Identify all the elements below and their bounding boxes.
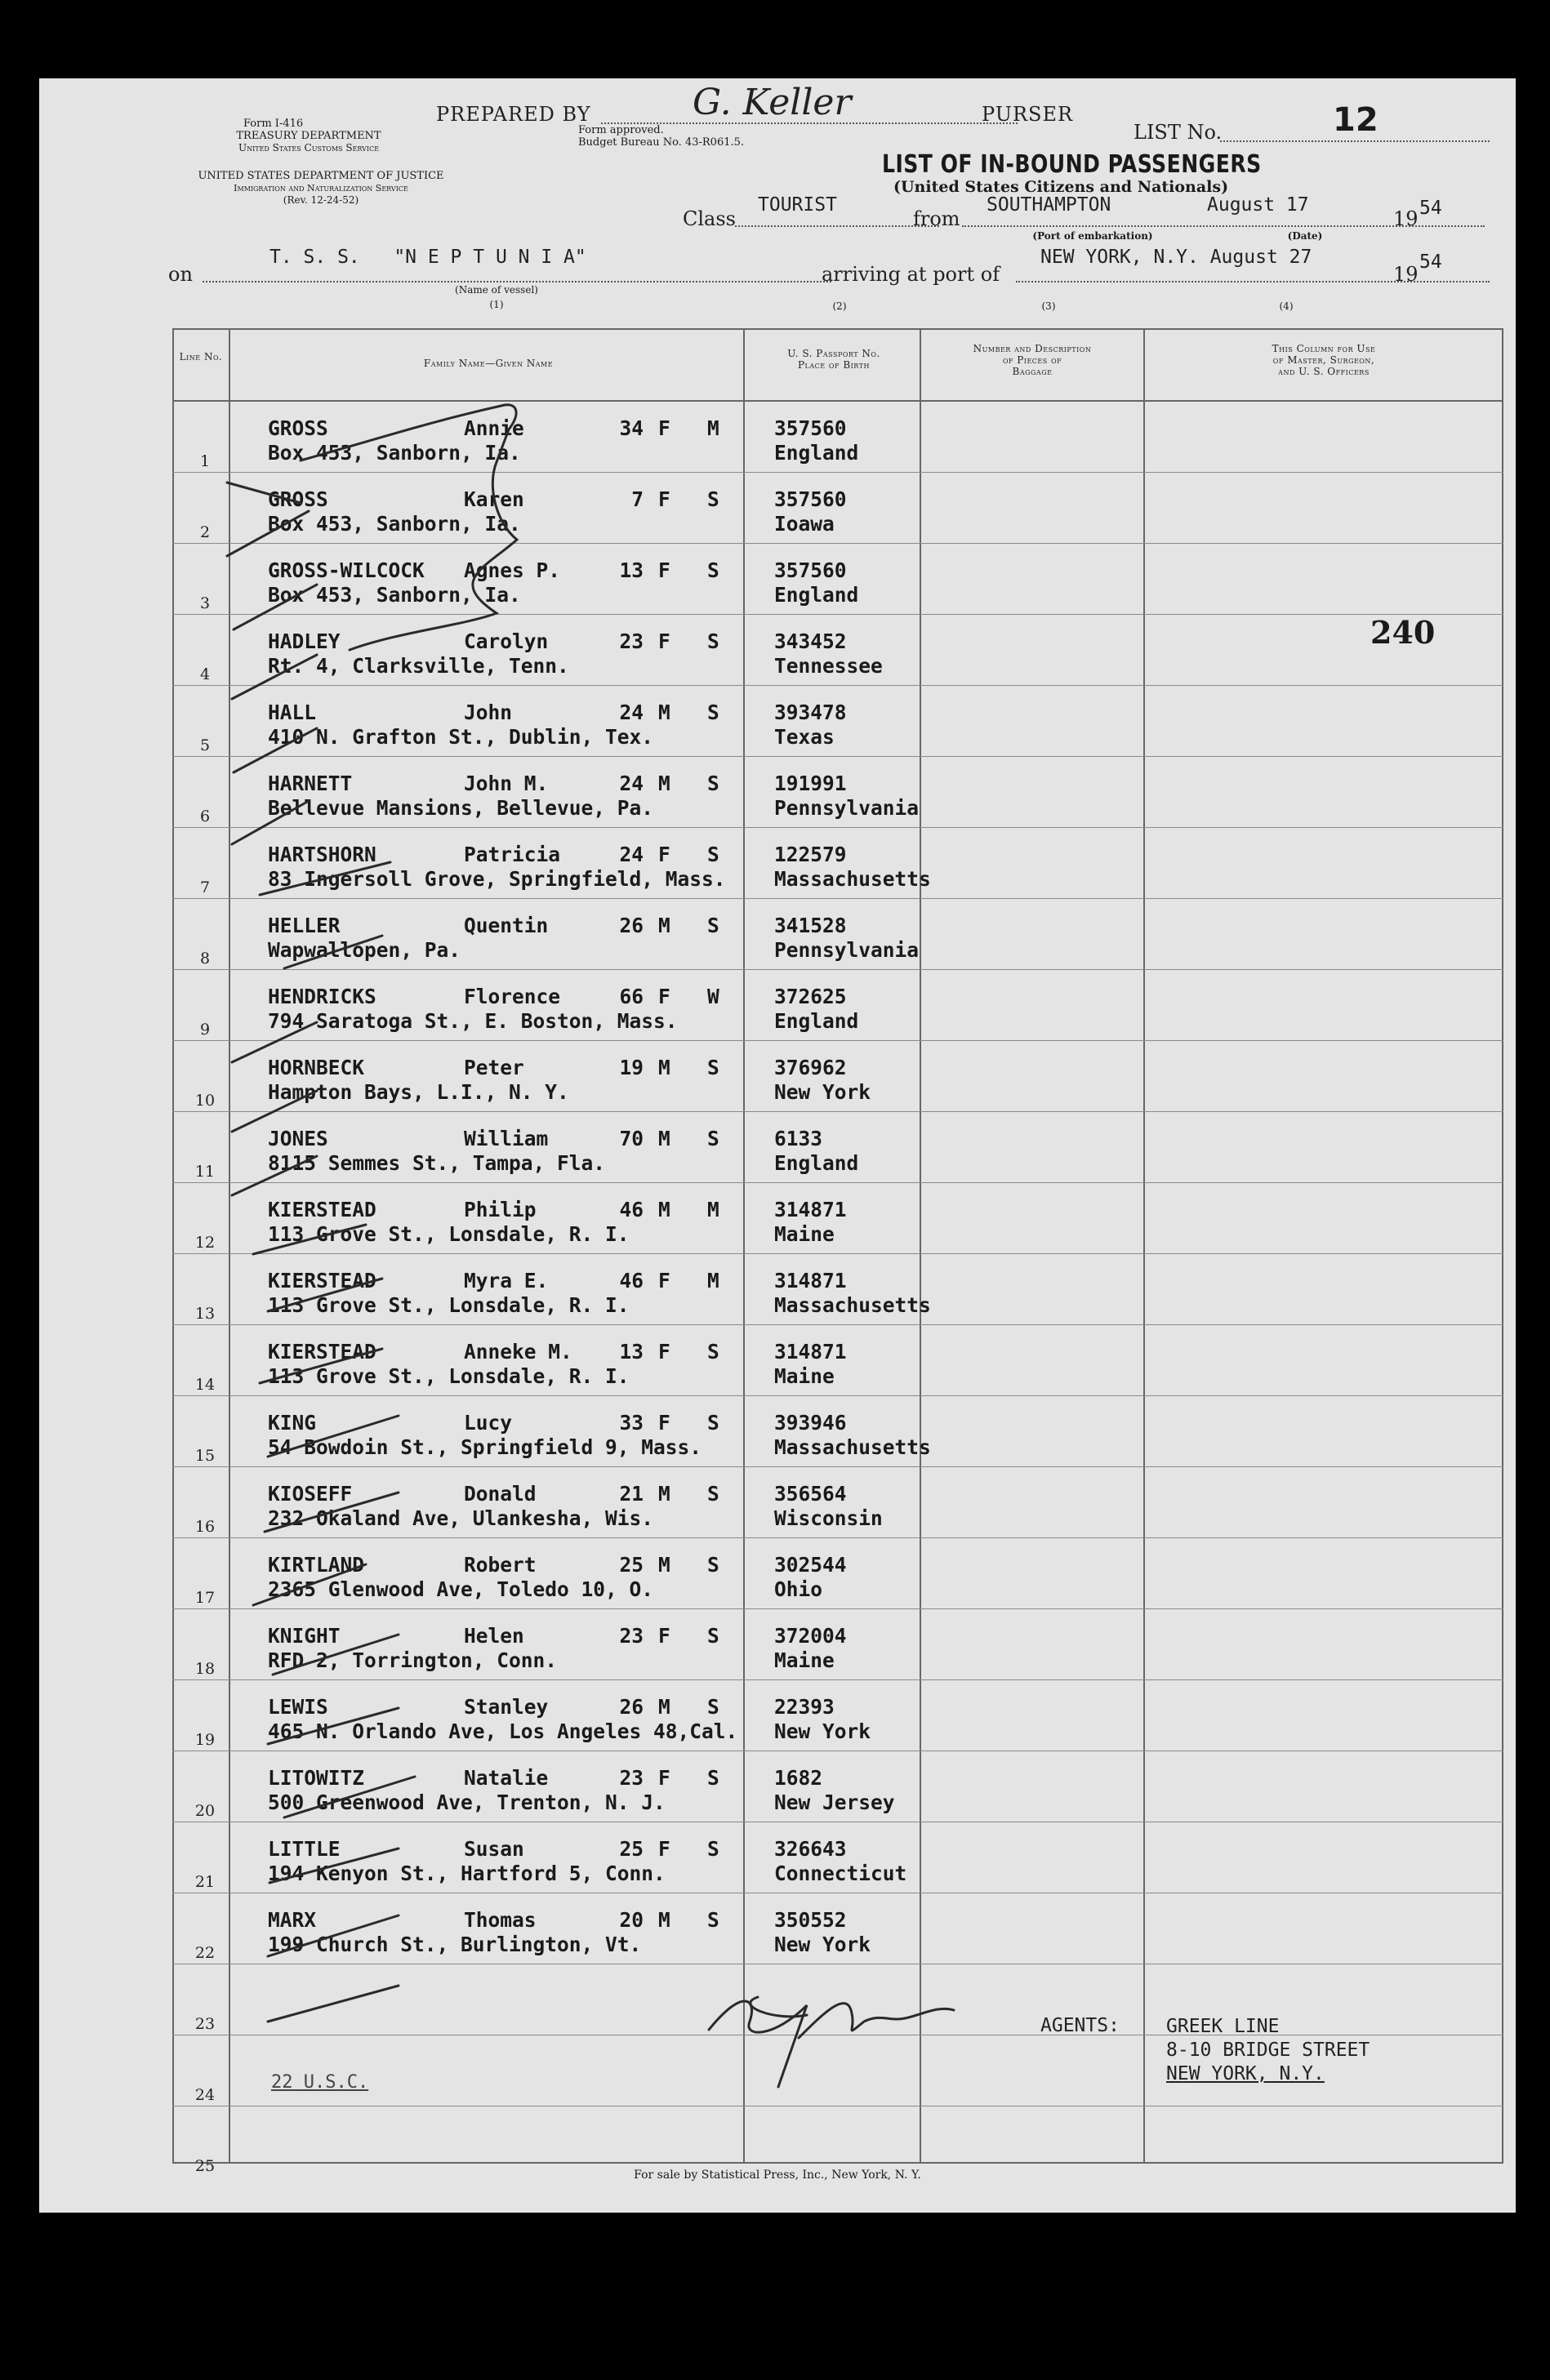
sex: M (658, 1695, 670, 1719)
passport-number: 343452 (774, 629, 847, 653)
place-of-birth: Ohio (774, 1577, 823, 1601)
budget-bureau: Budget Bureau No. 43-R061.5. (578, 136, 745, 149)
place-of-birth: England (774, 441, 859, 465)
given-name: Agnes P. (464, 558, 561, 582)
place-of-birth: Wisconsin (774, 1506, 883, 1530)
marital-status: S (707, 843, 719, 866)
address: 2365 Glenwood Ave, Toledo 10, O. (268, 1577, 654, 1601)
vessel-name: T. S. S. "N E P T U N I A" (269, 247, 586, 268)
on-label: on (168, 263, 193, 286)
family-name: HADLEY (268, 629, 341, 653)
address: 500 Greenwood Ave, Trenton, N. J. (268, 1791, 666, 1814)
sex: F (658, 1766, 670, 1790)
age: 26 (619, 914, 644, 937)
family-name: HALL (268, 701, 317, 724)
family-name: KIRTLAND (268, 1553, 365, 1577)
marital-status: S (707, 1127, 719, 1150)
embark-year-suffix: 54 (1419, 198, 1442, 219)
age: 13 (619, 1340, 644, 1363)
col-header-baggage-l1: Number and Description (973, 343, 1092, 354)
address: 794 Saratoga St., E. Boston, Mass. (268, 1009, 678, 1033)
age: 26 (619, 1695, 644, 1719)
sex: M (658, 914, 670, 937)
marital-status: M (707, 416, 719, 440)
marital-status: S (707, 914, 719, 937)
sex: M (658, 772, 670, 795)
check-mark (232, 801, 309, 844)
marital-status: S (707, 772, 719, 795)
place-of-birth: New York (774, 1080, 871, 1104)
line-number: 24 (194, 2086, 216, 2104)
col-header-baggage-l2: of Pieces of (1002, 354, 1062, 366)
age: 25 (619, 1837, 644, 1861)
from-label: from (913, 207, 960, 230)
place-of-birth: New Jersey (774, 1791, 895, 1814)
handwritten-marks (39, 78, 1516, 2213)
prepared-by-signature: G. Keller (693, 82, 852, 123)
address: 465 N. Orlando Ave, Los Angeles 48,Cal. (268, 1719, 738, 1743)
address: 232 Okaland Ave, Ulankesha, Wis. (268, 1506, 654, 1530)
justice-department: UNITED STATES DEPARTMENT OF JUSTICE (198, 170, 444, 182)
address: 410 N. Grafton St., Dublin, Tex. (268, 725, 654, 749)
address: 113 Grove St., Lonsdale, R. I. (268, 1222, 630, 1246)
given-name: John (464, 701, 513, 724)
sex: F (658, 1411, 670, 1435)
line-number: 6 (199, 807, 211, 825)
age: 46 (619, 1269, 644, 1292)
address: 54 Bowdoin St., Springfield 9, Mass. (268, 1435, 702, 1459)
address: Rt. 4, Clarksville, Tenn. (268, 654, 569, 678)
prepared-by-label: PREPARED BY (436, 103, 591, 126)
place-of-birth: Texas (774, 725, 835, 749)
age: 70 (619, 1127, 644, 1150)
check-mark (284, 1777, 415, 1817)
given-name: Florence (464, 985, 561, 1008)
passport-number: 22393 (774, 1695, 835, 1719)
given-name: Helen (464, 1624, 524, 1648)
class-label: Class (683, 207, 736, 230)
age: 66 (619, 985, 644, 1008)
place-of-birth: Pennsylvania (774, 796, 920, 820)
arriving-label: arriving at port of (822, 263, 1000, 286)
passport-number: 357560 (774, 487, 847, 511)
address: RFD 2, Torrington, Conn. (268, 1648, 558, 1672)
age: 20 (619, 1908, 644, 1932)
place-of-birth: Maine (774, 1364, 835, 1388)
given-name: John M. (464, 772, 549, 795)
sex: M (658, 1482, 670, 1506)
check-mark (227, 511, 309, 556)
sex: M (658, 1056, 670, 1079)
given-name: Peter (464, 1056, 524, 1079)
sex: F (658, 1624, 670, 1648)
address: 113 Grove St., Lonsdale, R. I. (268, 1364, 630, 1388)
passport-number: 372625 (774, 985, 847, 1008)
check-mark (268, 1708, 399, 1744)
check-mark (232, 1091, 317, 1132)
family-name: HARNETT (268, 772, 353, 795)
sex: F (658, 1340, 670, 1363)
treasury-department: TREASURY DEPARTMENT (236, 130, 381, 142)
printer-footer: For sale by Statistical Press, Inc., New York, N. Y. (634, 2169, 921, 2182)
family-name: LITOWITZ (268, 1766, 365, 1790)
check-mark (268, 1986, 399, 2022)
place-of-birth: Tennessee (774, 654, 883, 678)
marital-status: M (707, 1198, 719, 1221)
passport-number: 6133 (774, 1127, 823, 1150)
marital-status: S (707, 1766, 719, 1790)
place-of-birth: England (774, 583, 859, 607)
sex: F (658, 843, 670, 866)
passport-number: 326643 (774, 1837, 847, 1861)
given-name: Anneke M. (464, 1340, 572, 1363)
embark-year-prefix: 19 (1393, 207, 1419, 230)
line-number: 5 (199, 736, 211, 754)
address: Wapwallopen, Pa. (268, 938, 461, 962)
place-of-birth: Maine (774, 1222, 835, 1246)
family-name: JONES (268, 1127, 328, 1150)
marital-status: M (707, 1269, 719, 1292)
family-name: KIERSTEAD (268, 1198, 376, 1221)
check-mark (260, 1349, 382, 1383)
marital-status: S (707, 1340, 719, 1363)
family-name: LEWIS (268, 1695, 328, 1719)
sex: F (658, 629, 670, 653)
col-header-officers-l2: of Master, Surgeon, (1272, 354, 1375, 366)
marital-status: S (707, 1837, 719, 1861)
col-num-2: (2) (832, 300, 847, 312)
marital-status: S (707, 1411, 719, 1435)
sex: M (658, 1908, 670, 1932)
given-name: Philip (464, 1198, 537, 1221)
place-of-birth: Connecticut (774, 1862, 907, 1885)
col-header-officers-l3: and U. S. Officers (1278, 366, 1370, 377)
col-header-passport-l2: Place of Birth (797, 359, 871, 371)
address: 113 Grove St., Lonsdale, R. I. (268, 1293, 630, 1317)
passport-number: 356564 (774, 1482, 847, 1506)
revision-date: (Rev. 12-24-52) (283, 194, 359, 206)
arrival-year-prefix: 19 (1393, 263, 1419, 286)
check-mark (232, 655, 317, 699)
passport-number: 314871 (774, 1198, 847, 1221)
given-name: Susan (464, 1837, 524, 1861)
place-of-birth: England (774, 1009, 859, 1033)
check-mark (268, 1416, 399, 1457)
given-name: Carolyn (464, 629, 549, 653)
place-of-birth: New York (774, 1719, 871, 1743)
col-num-3: (3) (1041, 300, 1056, 312)
marital-status: S (707, 1553, 719, 1577)
passport-number: 122579 (774, 843, 847, 866)
col-header-line-no: Line No. (179, 351, 223, 363)
sex: F (658, 416, 670, 440)
address: 194 Kenyon St., Hartford 5, Conn. (268, 1862, 666, 1885)
check-mark (232, 1156, 317, 1195)
passport-number: 372004 (774, 1624, 847, 1648)
place-of-birth: New York (774, 1933, 871, 1956)
place-of-birth: Pennsylvania (774, 938, 920, 962)
arrival-port: NEW YORK, N.Y. August 27 (1040, 247, 1312, 268)
line-number: 3 (199, 594, 211, 612)
line-number: 12 (194, 1234, 216, 1252)
line-number: 4 (199, 665, 211, 683)
check-mark (253, 1225, 366, 1254)
sex: F (658, 558, 670, 582)
sex: M (658, 1198, 670, 1221)
col-header-name: Family Name—Given Name (423, 358, 554, 369)
check-mark (265, 1493, 399, 1532)
given-name: Myra E. (464, 1269, 549, 1292)
sex: M (658, 1553, 670, 1577)
given-name: Stanley (464, 1695, 549, 1719)
passport-number: 357560 (774, 416, 847, 440)
agent-line-2: 8-10 BRIDGE STREET (1166, 2040, 1370, 2061)
family-name: GROSS-WILCOCK (268, 558, 425, 582)
line-number: 14 (194, 1376, 216, 1394)
check-mark (268, 1915, 399, 1956)
age: 24 (619, 701, 644, 724)
line-number: 15 (194, 1447, 216, 1465)
passport-number: 350552 (774, 1908, 847, 1932)
age: 25 (619, 1553, 644, 1577)
passport-number: 314871 (774, 1340, 847, 1363)
line-number: 13 (194, 1305, 216, 1323)
col-num-1: (1) (489, 299, 504, 310)
address: 199 Church St., Burlington, Vt. (268, 1933, 642, 1956)
check-mark (234, 728, 317, 772)
family-name: HENDRICKS (268, 985, 376, 1008)
check-mark (227, 483, 301, 503)
address: 8115 Semmes St., Tampa, Fla. (268, 1151, 606, 1175)
check-mark (269, 1848, 399, 1883)
address: Hampton Bays, L.I., N. Y. (268, 1080, 569, 1104)
address: Box 453, Sanborn, Ia. (268, 441, 521, 465)
family-name: HORNBECK (268, 1056, 365, 1079)
given-name: Annie (464, 416, 524, 440)
age: 19 (619, 1056, 644, 1079)
passport-number: 376962 (774, 1056, 847, 1079)
age: 13 (619, 558, 644, 582)
given-name: Patricia (464, 843, 561, 866)
passport-number: 191991 (774, 772, 847, 795)
embark-date: August 17 (1207, 194, 1309, 216)
address: 83 Ingersoll Grove, Springfield, Mass. (268, 867, 726, 891)
sex: F (658, 1837, 670, 1861)
place-of-birth: Ioawa (774, 512, 835, 536)
arrival-year-suffix: 54 (1419, 251, 1442, 273)
passport-number: 314871 (774, 1269, 847, 1292)
marital-status: S (707, 1482, 719, 1506)
class-value: TOURIST (758, 194, 837, 216)
usc-note: 22 U.S.C. (271, 2072, 369, 2093)
family-name: HELLER (268, 914, 341, 937)
place-of-birth: Massachusetts (774, 1293, 931, 1317)
form-title: LIST OF IN-BOUND PASSENGERS (882, 150, 1262, 179)
line-number: 11 (194, 1163, 216, 1181)
sex: F (658, 487, 670, 511)
marital-status: S (707, 1908, 719, 1932)
marital-status: S (707, 558, 719, 582)
passport-number: 393478 (774, 701, 847, 724)
annotation-240: 240 (1370, 614, 1436, 651)
age: 33 (619, 1411, 644, 1435)
age: 23 (619, 1624, 644, 1648)
immigration-service: Immigration and Naturalization Service (234, 183, 408, 194)
list-no-value: 12 (1333, 101, 1379, 139)
passport-number: 1682 (774, 1766, 823, 1790)
line-number: 18 (194, 1660, 216, 1678)
family-name: KIERSTEAD (268, 1340, 376, 1363)
check-mark (234, 585, 317, 629)
family-name: KNIGHT (268, 1624, 341, 1648)
agent-line-1: GREEK LINE (1166, 2016, 1280, 2037)
marital-status: S (707, 487, 719, 511)
given-name: William (464, 1127, 549, 1150)
given-name: Lucy (464, 1411, 513, 1435)
family-name: KING (268, 1411, 317, 1435)
customs-service: United States Customs Service (238, 142, 380, 153)
purser-label: PURSER (982, 103, 1074, 126)
age: 24 (619, 772, 644, 795)
agents-block (1166, 2015, 1370, 2086)
line-number: 2 (199, 523, 211, 541)
check-mark (232, 1022, 317, 1062)
age: 34 (619, 416, 644, 440)
age: 21 (619, 1482, 644, 1506)
form-approved: Form approved. (578, 124, 664, 136)
form-subtitle: (United States Citizens and Nationals) (893, 178, 1229, 196)
line-number: 21 (194, 1873, 216, 1891)
line-number: 1 (199, 452, 211, 470)
col-header-baggage-l3: Baggage (1012, 366, 1053, 377)
line-number: 8 (199, 950, 211, 968)
sex: M (658, 1127, 670, 1150)
place-of-birth: England (774, 1151, 859, 1175)
place-of-birth: Massachusetts (774, 867, 931, 891)
embark-port: SOUTHAMPTON (987, 194, 1111, 216)
line-number: 22 (194, 1944, 216, 1962)
line-number: 16 (194, 1518, 216, 1536)
family-name: KIERSTEAD (268, 1269, 376, 1292)
age: 23 (619, 1766, 644, 1790)
sex: F (658, 1269, 670, 1292)
line-number: 25 (194, 2157, 216, 2175)
place-of-birth: Massachusetts (774, 1435, 931, 1459)
address: Box 453, Sanborn, Ia. (268, 512, 521, 536)
age: 23 (619, 629, 644, 653)
line-number: 7 (199, 879, 211, 896)
form-number: Form I-416 (243, 118, 304, 130)
given-name: Karen (464, 487, 524, 511)
marital-status: S (707, 701, 719, 724)
passport-number: 341528 (774, 914, 847, 937)
date-caption: (Date) (1287, 230, 1323, 242)
check-mark (268, 1279, 382, 1311)
address: Bellevue Mansions, Bellevue, Pa. (268, 796, 654, 820)
given-name: Donald (464, 1482, 537, 1506)
family-name: MARX (268, 1908, 317, 1932)
given-name: Natalie (464, 1766, 549, 1790)
list-no-label: LIST No. (1134, 121, 1223, 144)
address: Box 453, Sanborn, Ia. (268, 583, 521, 607)
marital-status: S (707, 629, 719, 653)
family-name: KIOSEFF (268, 1482, 353, 1506)
age: 7 (631, 487, 644, 511)
embark-port-caption: (Port of embarkation) (1032, 230, 1153, 242)
check-mark (273, 1635, 399, 1675)
agents-label: AGENTS: (1040, 2015, 1120, 2036)
vessel-caption: (Name of vessel) (455, 284, 538, 296)
col-num-4: (4) (1279, 300, 1294, 312)
family-name: GROSS (268, 416, 328, 440)
officer-signature (709, 2001, 954, 2087)
check-mark (260, 862, 390, 895)
line-number: 10 (194, 1092, 216, 1110)
family-name: GROSS (268, 487, 328, 511)
given-name: Thomas (464, 1908, 537, 1932)
marital-status: S (707, 1695, 719, 1719)
passport-number: 393946 (774, 1411, 847, 1435)
passport-number: 357560 (774, 558, 847, 582)
line-number: 23 (194, 2015, 216, 2033)
family-name: HARTSHORN (268, 843, 376, 866)
marital-status: W (707, 985, 719, 1008)
check-mark (284, 936, 382, 968)
given-name: Quentin (464, 914, 549, 937)
family-name: LITTLE (268, 1837, 341, 1861)
marital-status: S (707, 1624, 719, 1648)
age: 46 (619, 1198, 644, 1221)
given-name: Robert (464, 1553, 537, 1577)
line-number: 9 (199, 1021, 211, 1039)
place-of-birth: Maine (774, 1648, 835, 1672)
sex: M (658, 701, 670, 724)
line-number: 17 (194, 1589, 216, 1607)
age: 24 (619, 843, 644, 866)
line-number: 19 (194, 1731, 216, 1749)
passport-number: 302544 (774, 1553, 847, 1577)
passenger-manifest-page (39, 78, 1516, 2213)
col-header-passport-l1: U. S. Passport No. (787, 348, 880, 359)
family-bracket-mark (301, 405, 517, 650)
agent-line-3: NEW YORK, N.Y. (1166, 2063, 1325, 2084)
col-header-officers-l1: This Column for Use (1272, 343, 1376, 354)
marital-status: S (707, 1056, 719, 1079)
check-mark (253, 1564, 366, 1605)
line-number: 20 (194, 1802, 216, 1820)
sex: F (658, 985, 670, 1008)
